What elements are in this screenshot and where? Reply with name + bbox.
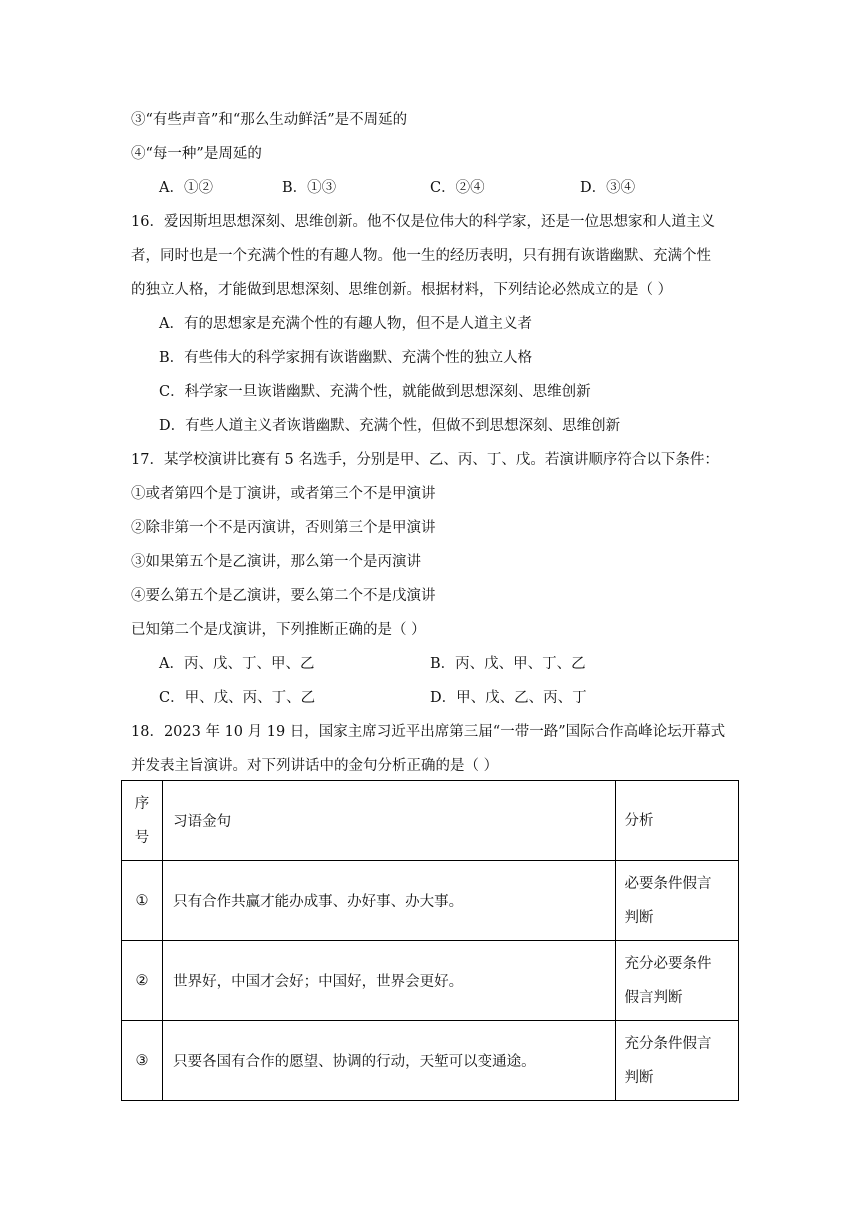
row-number: ③: [122, 1021, 163, 1101]
q16-option-c: C．科学家一旦诙谐幽默、充满个性，就能做到思想深刻、思维创新: [159, 384, 591, 400]
header-number-line-1: 序: [134, 795, 150, 812]
table-header-row: [122, 781, 739, 861]
q17-stem-line-1: 17．某学校演讲比赛有 5 名选手，分别是甲、乙、丙、丁、戊。若演讲顺序符合以下条件：: [131, 452, 719, 468]
q17-condition-2: ②除非第一个不是丙演讲，否则第三个是甲演讲: [131, 520, 436, 536]
q17-option-b: B．丙、戊、甲、丁、乙: [430, 656, 586, 672]
q15-option-c: C．②④: [430, 180, 485, 196]
q15-option-b: B．①③: [282, 180, 337, 196]
header-quote: 习语金句: [163, 781, 615, 861]
q16-stem-line-1: 16．爱因斯坦思想深刻、思维创新。他不仅是位伟大的科学家，还是一位思想家和人道主义: [131, 214, 715, 230]
q17-option-c: C．甲、戊、丙、丁、乙: [159, 690, 316, 706]
row-analysis-line-2: 假言判断: [624, 989, 683, 1006]
q18-stem-line-2: 并发表主旨演讲。对下列讲话中的金句分析正确的是（ ）: [131, 758, 499, 774]
q17-stem-line-final: 已知第二个是戊演讲，下列推断正确的是（ ）: [131, 622, 426, 638]
q17-condition-1: ①或者第四个是丁演讲，或者第三个不是甲演讲: [131, 486, 436, 502]
table-row: [122, 941, 739, 1021]
row-analysis-line-2: 判断: [624, 1069, 654, 1086]
table-row: [122, 1021, 739, 1101]
q15-statement-4: ④“每一种”是周延的: [131, 146, 262, 162]
q16-option-d: D．有些人道主义者诙谐幽默、充满个性，但做不到思想深刻、思维创新: [159, 418, 621, 434]
row-analysis-line-1: 充分必要条件: [624, 955, 712, 972]
q15-option-a: A．①②: [159, 180, 213, 196]
q15-option-d: D．③④: [580, 180, 636, 196]
q15-statement-3: ③“有些声音”和“那么生动鲜活”是不周延的: [131, 112, 408, 128]
q17-option-a: A．丙、戊、丁、甲、乙: [159, 656, 315, 672]
row-analysis-line-1: 必要条件假言: [624, 875, 712, 892]
header-number-line-2: 号: [134, 829, 150, 846]
row-analysis: [615, 941, 739, 1021]
row-quote: 世界好，中国才会好；中国好，世界会更好。: [163, 941, 615, 1021]
row-analysis: [615, 1021, 739, 1101]
row-quote: 只要各国有合作的愿望、协调的行动，天堑可以变通途。: [163, 1021, 615, 1101]
row-analysis-line-2: 判断: [624, 909, 654, 926]
q16-option-b: B．有些伟大的科学家拥有诙谐幽默、充满个性的独立人格: [159, 350, 533, 366]
quotes-table: [121, 780, 739, 1101]
row-number: ①: [122, 861, 163, 941]
row-analysis: [615, 861, 739, 941]
q18-stem-line-1: 18．2023 年 10 月 19 日，国家主席习近平出席第三届“一带一路”国际合作高峰论坛开幕式: [131, 724, 726, 740]
row-number: ②: [122, 941, 163, 1021]
q17-option-d: D．甲、戊、乙、丙、丁: [430, 690, 587, 706]
row-analysis-line-1: 充分条件假言: [624, 1035, 712, 1052]
q17-condition-4: ④要么第五个是乙演讲，要么第二个不是戊演讲: [131, 588, 436, 604]
q16-option-a: A．有的思想家是充满个性的有趣人物，但不是人道主义者: [159, 316, 532, 332]
row-quote: 只有合作共赢才能办成事、办好事、办大事。: [163, 861, 615, 941]
q16-stem-line-3: 的独立人格，才能做到思想深刻、思维创新。根据材料，下列结论必然成立的是（ ）: [131, 282, 673, 298]
header-analysis: 分析: [615, 781, 739, 861]
q17-condition-3: ③如果第五个是乙演讲，那么第一个是丙演讲: [131, 554, 421, 570]
header-number: [122, 781, 163, 861]
q16-stem-line-2: 者，同时也是一个充满个性的有趣人物。他一生的经历表明，只有拥有诙谐幽默、充满个性: [131, 248, 711, 264]
table-row: [122, 861, 739, 941]
